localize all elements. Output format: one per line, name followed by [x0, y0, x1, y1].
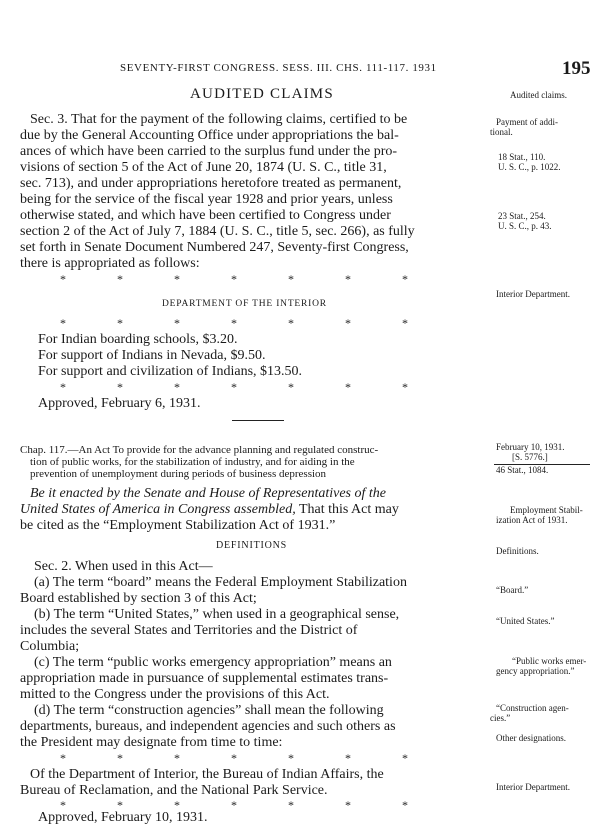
margin-definitions: Definitions.: [496, 546, 539, 556]
sec3-line-4: visions of section 5 of the Act of June 20, 1874 (U. S. C., title 31,: [20, 160, 387, 175]
margin-bill-number: [S. 5776.]: [512, 452, 548, 462]
def-line-6: Columbia;: [20, 639, 80, 654]
def-line-10: (d) The term “construction agencies” shall mean the following: [34, 703, 384, 718]
margin-stat-23: 23 Stat., 254.: [498, 211, 546, 221]
interior-line-1: Of the Department of Interior, the Bureau of Indian Affairs, the: [30, 767, 384, 782]
approved-feb-10: Approved, February 10, 1931.: [38, 810, 208, 825]
margin-board: “Board.”: [496, 585, 529, 595]
ellipsis-stars-5: * * * * * * *: [60, 798, 408, 812]
page-number: 195: [562, 58, 591, 79]
margin-feb-10-1931: February 10, 1931.: [496, 442, 565, 452]
margin-audited-claims: Audited claims.: [510, 90, 567, 100]
sec3-line-6: being for the service of the fiscal year 1928 and prior years, unless: [20, 192, 393, 207]
chap-117-line-1: Chap. 117.—An Act To provide for the advance planning and regulated construc-: [20, 444, 379, 456]
def-line-8: appropriation made in pursuance of supplemental estimates trans-: [20, 671, 389, 686]
def-line-3: Board established by section 3 of this Act;: [20, 591, 257, 606]
sec3-line-2: due by the General Accounting Office under appropriations the bal-: [20, 128, 399, 143]
def-line-9: mitted to the Congress under the provisions of this Act.: [20, 687, 330, 702]
interior-line-2: Bureau of Reclamation, and the National Park Service.: [20, 783, 328, 798]
margin-stat-1084: 46 Stat., 1084.: [496, 465, 549, 475]
margin-payment-2: tional.: [490, 127, 513, 137]
chap-117-line-3: prevention of unemployment during periods of business depression: [30, 468, 327, 480]
margin-construction-1: “Construction agen-: [496, 703, 569, 713]
def-line-7: (c) The term “public works emergency appropriation” means an: [34, 655, 392, 670]
margin-employment-2: ization Act of 1931.: [496, 515, 568, 525]
section-divider: [232, 420, 284, 421]
margin-other-designations: Other designations.: [496, 733, 566, 743]
margin-usc-1022: U. S. C., p. 1022.: [498, 162, 561, 172]
def-line-12: the President may designate from time to time:: [20, 735, 283, 750]
definitions-heading: DEFINITIONS: [216, 540, 288, 551]
enacting-clause-2: [20, 502, 399, 517]
margin-stat-18: 18 Stat., 110.: [498, 152, 546, 162]
margin-public-works-1: “Public works emer-: [512, 656, 587, 666]
margin-interior-dept: Interior Department.: [496, 289, 570, 299]
dept-heading-interior: DEPARTMENT OF THE INTERIOR: [162, 299, 327, 309]
enacting-clause-3: be cited as the “Employment Stabilization Act of 1931.”: [20, 518, 336, 533]
enacting-clause-1: Be it enacted by the Senate and House of Representatives of the: [30, 486, 386, 501]
sec3-line-7: otherwise stated, and which have been certified to Congress under: [20, 208, 391, 223]
def-line-1: Sec. 2. When used in this Act—: [34, 559, 213, 574]
def-line-4: (b) The term “United States,” when used in a geographical sense,: [34, 607, 400, 622]
sec3-line-5: sec. 713), and under appropriations heretofore treated as permanent,: [20, 176, 402, 191]
sec3-line-10: there is appropriated as follows:: [20, 256, 200, 271]
item-support-civilization: For support and civilization of Indians, $13.50.: [38, 364, 303, 379]
margin-interior-dept-2: Interior Department.: [496, 782, 570, 792]
margin-usc-43: U. S. C., p. 43.: [498, 221, 552, 231]
margin-employment-1: Employment Stabil-: [510, 505, 583, 515]
margin-public-works-2: gency appropriation.”: [496, 666, 575, 676]
enacting-clause-2-rest: That this Act may: [295, 502, 399, 517]
approved-feb-6: Approved, February 6, 1931.: [38, 396, 201, 411]
ellipsis-stars-1: * * * * * * *: [60, 272, 408, 286]
margin-united-states: “United States.”: [496, 616, 555, 626]
ellipsis-stars-3: * * * * * * *: [60, 380, 408, 394]
ellipsis-stars-2: * * * * * * *: [60, 316, 408, 330]
sec3-line-1: Sec. 3. That for the payment of the following claims, certified to be: [30, 112, 408, 127]
sec3-line-9: set forth in Senate Document Numbered 247, Seventy-first Congress,: [20, 240, 409, 255]
item-indians-nevada: For support of Indians in Nevada, $9.50.: [38, 348, 266, 363]
def-line-2: (a) The term “board” means the Federal Employment Stabilization: [34, 575, 407, 590]
sec3-line-3: ances of which have been carried to the surplus fund under the pro-: [20, 144, 398, 159]
margin-construction-2: cies.”: [490, 713, 511, 723]
margin-payment-1: Payment of addi-: [496, 117, 558, 127]
chap-117-line-2: tion of public works, for the stabilization of industry, and for aiding in the: [30, 456, 355, 468]
def-line-11: departments, bureaus, and independent agencies and such others as: [20, 719, 396, 734]
item-indian-boarding-schools: For Indian boarding schools, $3.20.: [38, 332, 238, 347]
def-line-5: includes the several States and Territories and the District of: [20, 623, 358, 638]
enacting-clause-2-italic: United States of America in Congress assembled,: [20, 502, 296, 517]
section-title-audited-claims: AUDITED CLAIMS: [190, 86, 334, 102]
running-head: SEVENTY-FIRST CONGRESS. SESS. III. CHS. 111-117. 1931: [120, 62, 437, 74]
ellipsis-stars-4: * * * * * * *: [60, 751, 408, 765]
sec3-line-8: section 2 of the Act of July 7, 1884 (U. S. C., title 5, sec. 266), as fully: [20, 224, 415, 239]
